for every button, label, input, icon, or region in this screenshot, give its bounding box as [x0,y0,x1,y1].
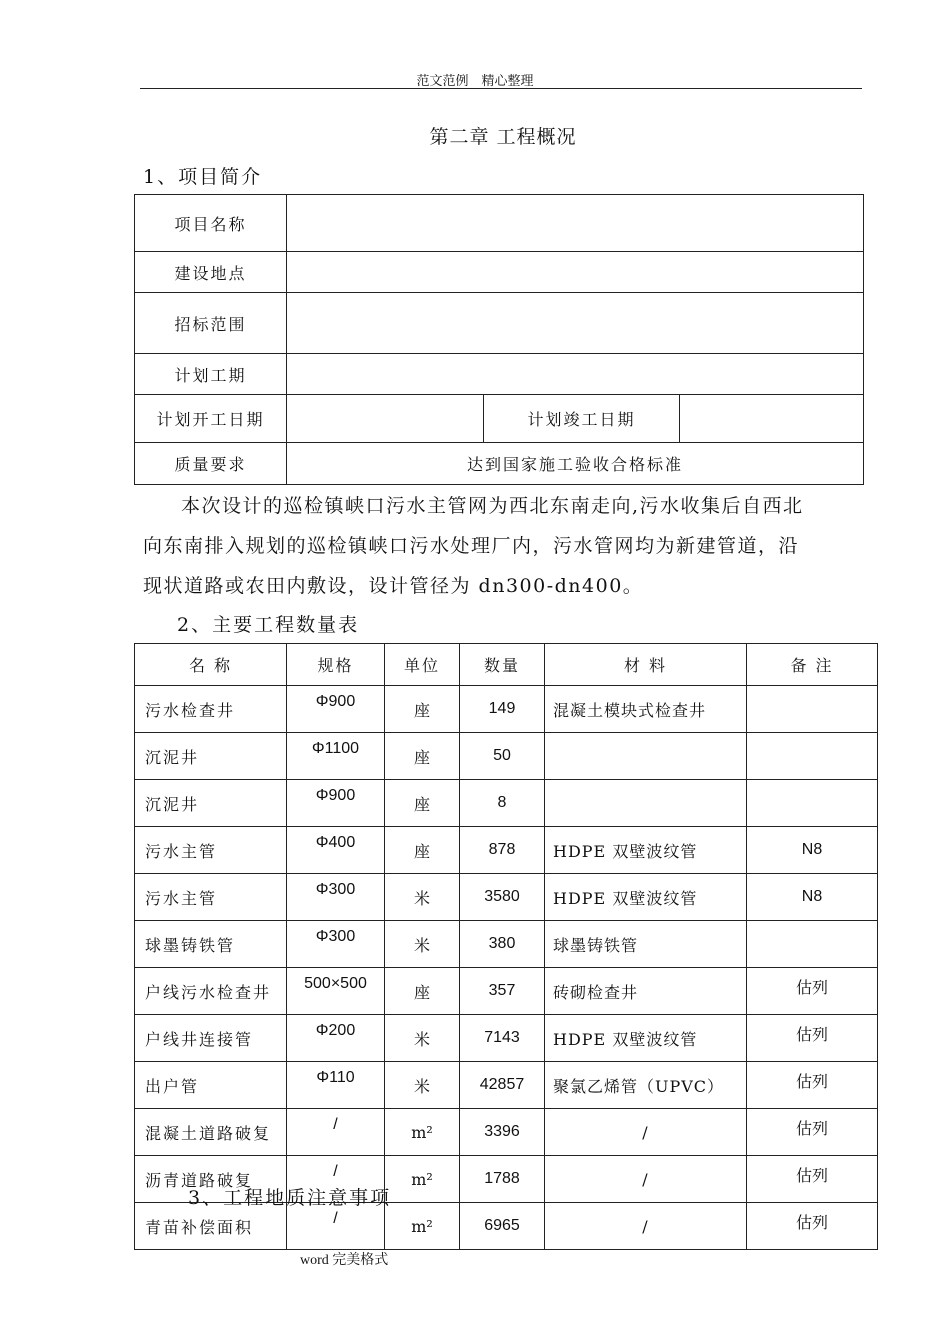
row-quantity: 7143 [460,1015,545,1062]
table-row [135,354,864,395]
row-unit: m² [385,1203,460,1250]
row-note: 估列 [747,1015,878,1062]
row-unit: 座 [385,733,460,780]
row-material [545,733,747,780]
row-spec: Φ300 [287,874,385,921]
header-divider [140,88,862,89]
row-note [747,733,878,780]
column-header: 名 称 [135,644,287,686]
table-row [135,686,878,733]
row-name: 混凝土道路破复 [135,1109,287,1156]
row-spec: / [287,1203,385,1250]
column-header: 单位 [385,644,460,686]
row-material: / [545,1203,747,1250]
row-note: N8 [747,827,878,874]
row-spec: Φ300 [287,921,385,968]
row-spec: Φ1100 [287,733,385,780]
paragraph-line: 现状道路或农田内敷设，设计管径为 dn300-dn400。 [143,575,644,597]
table-row [135,252,864,293]
row-spec: 500×500 [287,968,385,1015]
row-material: HDPE 双壁波纹管 [545,827,747,874]
row-quantity: 6965 [460,1203,545,1250]
row-name: 户线污水检查井 [135,968,287,1015]
row-name: 沥青道路破复 [135,1156,287,1203]
row-material: 球墨铸铁管 [545,921,747,968]
row-note [747,921,878,968]
row-unit: 座 [385,780,460,827]
description-paragraph [143,486,865,606]
row-note: 估列 [747,1203,878,1250]
row-note [747,780,878,827]
end-date-label: 计划竣工日期 [484,395,680,443]
row-quantity: 878 [460,827,545,874]
duration-label: 计划工期 [135,354,287,395]
row-note: 估列 [747,1062,878,1109]
row-unit: 座 [385,686,460,733]
row-quantity: 380 [460,921,545,968]
table-row [135,1062,878,1109]
row-name: 出户管 [135,1062,287,1109]
row-material: 聚氯乙烯管（UPVC） [545,1062,747,1109]
row-note: 估列 [747,1109,878,1156]
paragraph-line: 向东南排入规划的巡检镇峡口污水处理厂内，污水管网均为新建管道，沿 [143,535,800,557]
end-date-value [680,395,864,443]
row-quantity: 1788 [460,1156,545,1203]
row-material: / [545,1109,747,1156]
row-unit: 米 [385,921,460,968]
row-quantity: 3580 [460,874,545,921]
scope-label: 招标范围 [135,293,287,354]
page-footer: word 完美格式 [300,1253,389,1268]
location-value [287,252,864,293]
row-unit: 座 [385,968,460,1015]
row-note [747,686,878,733]
row-name: 沉泥井 [135,733,287,780]
table-row [135,921,878,968]
start-date-value [287,395,484,443]
row-name: 污水主管 [135,874,287,921]
row-name: 户线井连接管 [135,1015,287,1062]
row-material: HDPE 双壁波纹管 [545,874,747,921]
section-heading-3: 3、工程地质注意事项 [188,1187,392,1209]
column-header: 规格 [287,644,385,686]
section-heading-2: 2、主要工程数量表 [177,614,360,636]
row-quantity: 149 [460,686,545,733]
duration-value [287,354,864,395]
row-unit: 米 [385,874,460,921]
row-material: 混凝土模块式检查井 [545,686,747,733]
row-material: HDPE 双壁波纹管 [545,1015,747,1062]
row-unit: m² [385,1156,460,1203]
row-unit: 座 [385,827,460,874]
row-material [545,780,747,827]
row-note: 估列 [747,1156,878,1203]
row-spec: Φ110 [287,1062,385,1109]
quality-label: 质量要求 [135,443,287,485]
row-quantity: 42857 [460,1062,545,1109]
column-header: 材 料 [545,644,747,686]
table-row [135,874,878,921]
row-unit: 米 [385,1062,460,1109]
table-row [135,1015,878,1062]
table-row [135,443,864,485]
quantity-table [134,643,878,1250]
row-unit: m² [385,1109,460,1156]
row-material: 砖砌检查井 [545,968,747,1015]
section-heading-1: 1、项目简介 [143,166,263,188]
project-info-table [134,194,864,485]
row-spec: Φ200 [287,1015,385,1062]
table-row [135,293,864,354]
row-quantity: 8 [460,780,545,827]
paragraph-line: 本次设计的巡检镇峡口污水主管网为西北东南走向,污水收集后自西北 [181,495,804,517]
quality-value: 达到国家施工验收合格标准 [287,443,864,485]
project-name-value [287,195,864,252]
table-row [135,968,878,1015]
table-row [135,1109,878,1156]
row-spec: Φ400 [287,827,385,874]
row-spec: / [287,1109,385,1156]
row-quantity: 50 [460,733,545,780]
project-name-label: 项目名称 [135,195,287,252]
row-unit: 米 [385,1015,460,1062]
row-spec: Φ900 [287,686,385,733]
row-name: 球墨铸铁管 [135,921,287,968]
table-row [135,827,878,874]
chapter-title: 第二章 工程概况 [429,126,577,148]
column-header: 备 注 [747,644,878,686]
row-note: N8 [747,874,878,921]
row-material: / [545,1156,747,1203]
table-header-row [135,644,878,686]
row-spec: Φ900 [287,780,385,827]
row-quantity: 357 [460,968,545,1015]
row-name: 污水检查井 [135,686,287,733]
scope-value [287,293,864,354]
column-header: 数量 [460,644,545,686]
page-header: 范文范例 精心整理 [416,73,534,88]
start-date-label: 计划开工日期 [135,395,287,443]
table-row [135,395,864,443]
row-name: 污水主管 [135,827,287,874]
table-row [135,195,864,252]
row-name: 沉泥井 [135,780,287,827]
row-name: 青苗补偿面积 [135,1203,287,1250]
table-row [135,780,878,827]
row-spec: / [287,1156,385,1203]
location-label: 建设地点 [135,252,287,293]
row-quantity: 3396 [460,1109,545,1156]
row-note: 估列 [747,968,878,1015]
table-row [135,733,878,780]
